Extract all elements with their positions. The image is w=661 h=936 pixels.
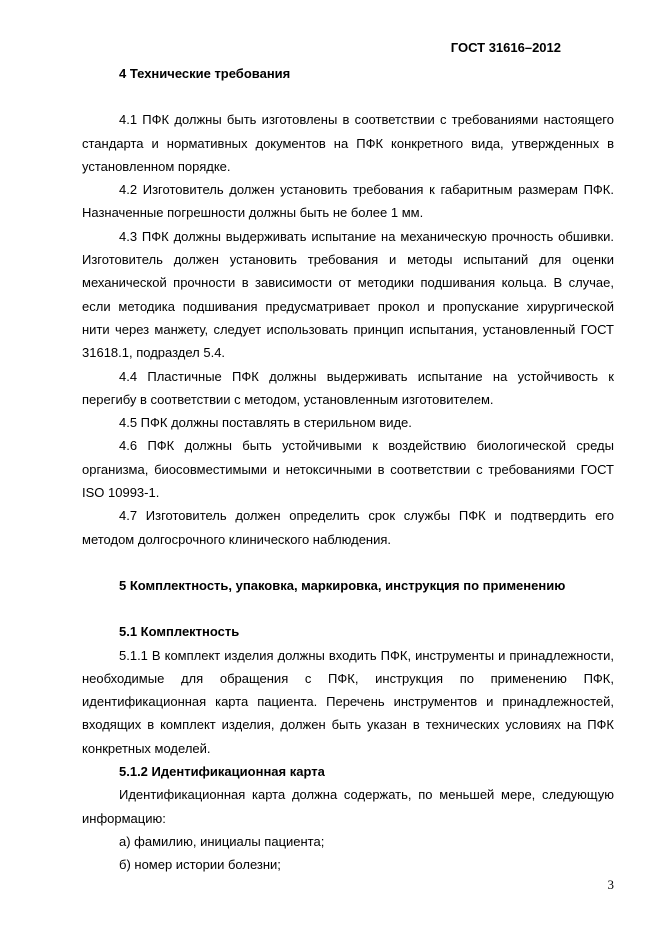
paragraph-5-1-1: 5.1.1 В комплект изделия должны входить ПФК, инструменты и принадлежности, необходимые для обращения с ПФК, инструкция по применению ПФК, идентификационная карта пациента. Перечень инструментов и принадлежностей, входящих в комплект изделия, должен быть указан в технических условиях на ПФК конкретных моделей. bbox=[82, 647, 614, 756]
page-content bbox=[82, 62, 614, 877]
paragraph-5-1-2: Идентификационная карта должна содержать, по меньшей мере, следующую информацию: bbox=[82, 787, 614, 826]
section-5-heading: 5 Комплектность, упаковка, маркировка, инструкция по применению bbox=[119, 577, 566, 593]
document-code: ГОСТ 31616–2012 bbox=[450, 40, 561, 55]
paragraph-4-2: 4.2 Изготовитель должен установить требования к габаритным размерам ПФК. Назначенные погрешности должны быть не более 1 мм. bbox=[82, 182, 614, 221]
list-item-a: а) фамилию, инициалы пациента; bbox=[119, 833, 325, 849]
list-item-b: б) номер истории болезни; bbox=[119, 857, 281, 873]
paragraph-4-4: 4.4 Пластичные ПФК должны выдерживать испытание на устойчивость к перегибу в соответствии с методом, установленным изготовителем. bbox=[82, 368, 614, 407]
paragraph-4-3: 4.3 ПФК должны выдерживать испытание на механическую прочность обшивки. Изготовитель должен установить требования и методы испытаний для оценки механической прочности в зависимости от методики подшивания кольца. В случае, если методика подшивания предусматривает прокол и пропускание хирургической нити через манжету, следует использовать принцип испытания, установленный ГОСТ 31618.1, подраздел 5.4. bbox=[82, 228, 614, 361]
subsection-5-1-heading: 5.1 Комплектность bbox=[119, 624, 240, 640]
paragraph-4-7: 4.7 Изготовитель должен определить срок службы ПФК и подтвердить его методом долгосрочного клинического наблюдения. bbox=[82, 508, 614, 547]
paragraph-4-5: 4.5 ПФК должны поставлять в стерильном виде. bbox=[119, 415, 412, 431]
subsection-5-1-2-heading: 5.1.2 Идентификационная карта bbox=[119, 764, 325, 780]
paragraph-4-6: 4.6 ПФК должны быть устойчивыми к воздействию биологической среды организма, биосовместимыми и нетоксичными в соответствии с требованиями ГОСТ ISO 10993-1. bbox=[82, 438, 614, 501]
paragraph-4-1: 4.1 ПФК должны быть изготовлены в соответствии с требованиями настоящего стандарта и нормативных документов на ПФК конкретного вида, утвержденных в установленном порядке. bbox=[82, 112, 614, 174]
section-4-heading: 4 Технические требования bbox=[119, 66, 291, 81]
page-number: 3 bbox=[607, 877, 614, 892]
